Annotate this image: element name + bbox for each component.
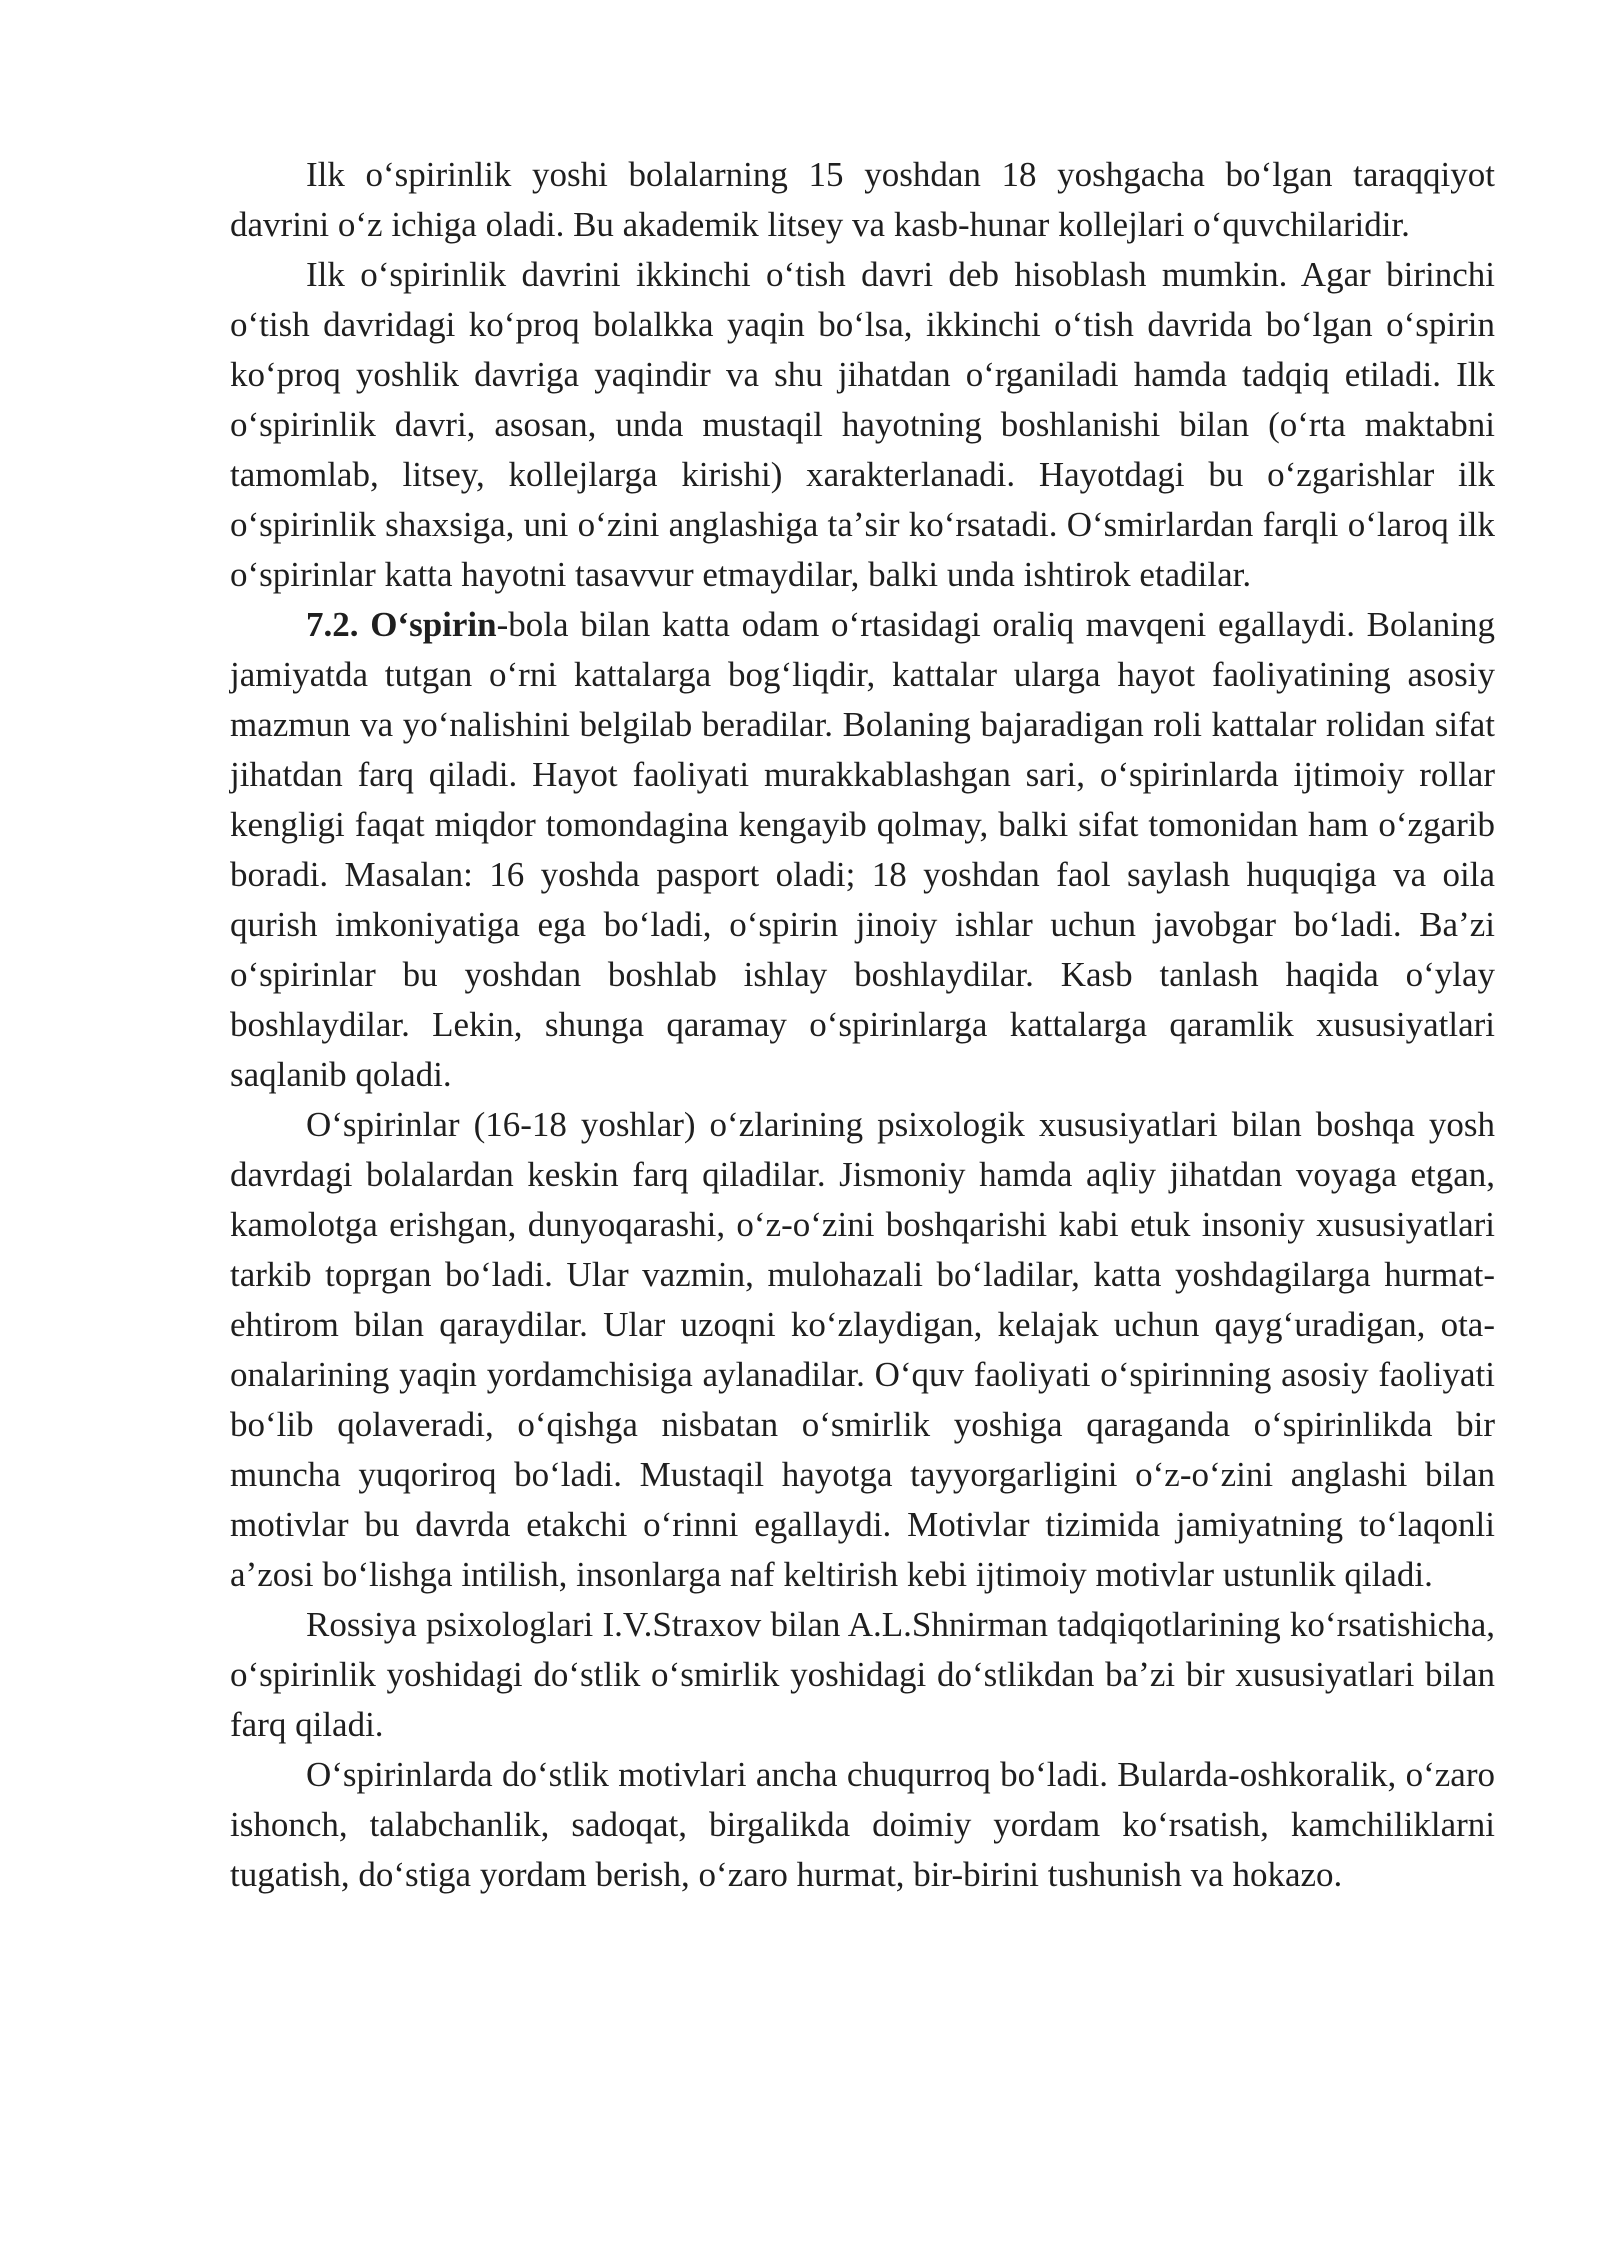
section-text: -bola bilan katta odam oʻrtasidagi oraliq mavqeni egallaydi. Bolaning jamiyatda tutgan oʻrni kattalarga bogʻliqdir, kattalar ularga hayot faoliyatining asosiy mazmun va yoʻnalishini belgilab beradilar. Bolaning bajaradigan roli kattalar rolidan sifat jihatdan farq qiladi. Hayot faoliyati murakkablashgan sari, oʻspirinlarda ijtimoiy rollar kengligi faqat miqdor tomondagina kengayib qolmay, balki sifat tomonidan ham oʻzgarib boradi. Masalan: 16 yoshda pasport oladi; 18 yoshdan faol saylash huquqiga va oila qurish imkoniyatiga ega boʻladi, oʻspirin jinoiy ishlar uchun javobgar boʻladi. Baʼzi oʻspirinlar bu yoshdan boshlab ishlay boshlaydilar. Kasb tanlash haqida oʻylay boshlaydilar. Lekin, shunga qaramay oʻspirinlarga kattalarga qaramlik xususiyatlari saqlanib qoladi. — [230, 605, 1496, 1094]
paragraph-1: Ilk oʻspirinlik yoshi bolalarning 15 yoshdan 18 yoshgacha boʻlgan taraqqiyot davrini oʻz ichiga oladi. Bu akademik litsey va kasb-hunar kollejlari oʻquvchilaridir. — [230, 155, 1495, 244]
paragraph-4: Oʻspirinlar (16-18 yoshlar) oʻzlarining psixologik xususiyatlari bilan boshqa yosh davrdagi bolalardan keskin farq qiladilar. Jismoniy hamda aqliy jihatdan voyaga etgan, kamolotga erishgan, dunyoqarashi, oʻz-oʻzini boshqarishi kabi etuk insoniy xususiyatlari tarkib toprgan boʻladi. Ular vazmin, mulohazali boʻladilar, katta yoshdagilarga hurmat-ehtirom bilan qaraydilar. Ular uzoqni koʻzlaydigan, kelajak uchun qaygʻuradigan, ota-onalarining yaqin yordamchisiga aylanadilar. Oʻquv faoliyati oʻspirinning asosiy faoliyati boʻlib qolaveradi, oʻqishga nisbatan oʻsmirlik yoshiga qaraganda oʻspirinlikda bir muncha yuqoriroq boʻladi. Mustaqil hayotga tayyorgarligini oʻz-oʻzini anglashi bilan motivlar bu davrda etakchi oʻrinni egallaydi. Motivlar tizimida jamiyatning toʻlaqonli aʼzosi boʻlishga intilish, insonlarga naf keltirish kebi ijtimoiy motivlar ustunlik qiladi. — [230, 1105, 1495, 1594]
document-page — [230, 150, 1495, 1900]
paragraph-2: Ilk oʻspirinlik davrini ikkinchi oʻtish davri deb hisoblash mumkin. Agar birinchi oʻtish davridagi koʻproq bolalkka yaqin boʻlsa, ikkinchi oʻtish davrida boʻlgan oʻspirin koʻproq yoshlik davriga yaqindir va shu jihatdan oʻrganiladi hamda tadqiq etiladi. Ilk oʻspirinlik davri, asosan, unda mustaqil hayotning boshlanishi bilan (oʻrta maktabni tamomlab, litsey, kollejlarga kirishi) xarakterlanadi. Hayotdagi bu oʻzgarishlar ilk oʻspirinlik shaxsiga, uni oʻzini anglashiga taʼsir koʻrsatadi. Oʻsmirlardan farqli oʻlaroq ilk oʻspirinlar katta hayotni tasavvur etmaydilar, balki unda ishtirok etadilar. — [230, 255, 1495, 594]
section-paragraph — [230, 600, 1495, 1100]
paragraph-5: Rossiya psixologlari I.V.Straxov bilan A.L.Shnirman tadqiqotlarining koʻrsatishicha, oʻspirinlik yoshidagi doʻstlik oʻsmirlik yoshidagi doʻstlikdan baʼzi bir xususiyatlari bilan farq qiladi. — [230, 1605, 1495, 1744]
paragraph-6: Oʻspirinlarda doʻstlik motivlari ancha chuqurroq boʻladi. Bularda-oshkoralik, oʻzaro ishonch, talabchanlik, sadoqat, birgalikda doimiy yordam koʻrsatish, kamchiliklarni tugatish, doʻstiga yordam berish, oʻzaro hurmat, bir-birini tushunish va hokazo. — [230, 1755, 1495, 1894]
section-number: 7.2. — [306, 605, 359, 644]
section-term: Oʻspirin — [370, 605, 497, 644]
